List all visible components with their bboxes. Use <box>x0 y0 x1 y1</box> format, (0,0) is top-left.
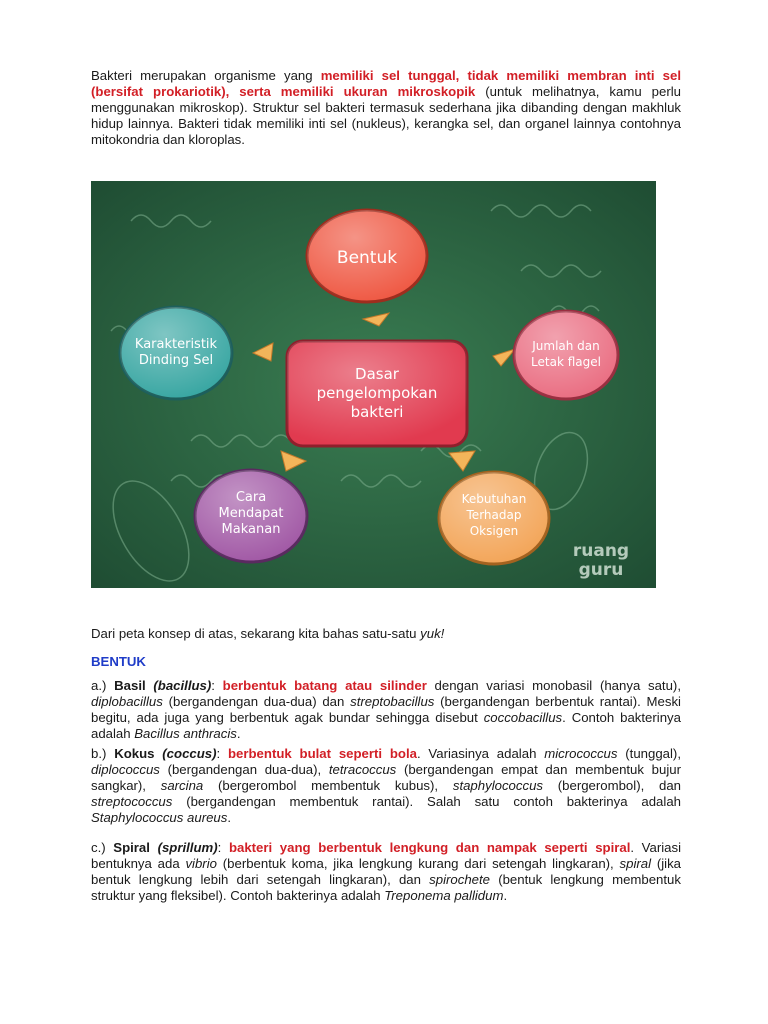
item-highlight: berbentuk batang atau silinder <box>222 678 427 693</box>
oksigen-line-2: Terhadap <box>466 508 522 522</box>
item-name: Spiral <box>113 840 158 855</box>
text: (bergandengan empat dan membentuk bujur sangkar), <box>91 762 681 793</box>
makanan-line-1: Cara <box>235 490 267 505</box>
bentuk-label: Bentuk <box>336 248 398 268</box>
kokus-paragraph <box>91 746 681 826</box>
italic-term: vibrio <box>185 856 217 871</box>
item-number: b.) <box>91 746 115 761</box>
text: (bentuk lengkung membentuk struktur yang fleksibel). Contoh bakterinya adalah <box>91 872 681 903</box>
italic-term: spirochete <box>429 872 490 887</box>
italic-term: diplococcus <box>91 762 160 777</box>
italic-term: Bacillus anthracis <box>134 726 237 741</box>
basil-paragraph <box>91 678 681 742</box>
colon: : <box>216 746 228 761</box>
text: (bergandengan berbentuk rantai). Meski begitu, ada juga yang berbentuk agak bundar sehingga disebut <box>91 694 681 725</box>
italic-term: sarcina <box>160 778 204 793</box>
dinding-line-1: Karakteristik <box>134 337 218 352</box>
italic-term: streptobacillus <box>350 694 435 709</box>
item-latin: (coccus) <box>162 746 217 761</box>
section-heading: BENTUK <box>91 654 146 669</box>
flagel-line-2: Letak flagel <box>531 355 601 369</box>
ruangguru-watermark <box>573 541 629 580</box>
item-highlight: bakteri yang berbentuk lengkung dan nampak seperti spiral <box>228 840 631 855</box>
item-name: Basil <box>114 678 154 693</box>
intro-text: Bakteri merupakan organisme yang <box>91 68 321 83</box>
oksigen-line-1: Kebutuhan <box>461 492 527 506</box>
text: (bergandengan dua-dua), <box>159 762 329 777</box>
colon: : <box>211 678 223 693</box>
italic-term: Staphylococcus aureus <box>91 810 228 825</box>
italic-term: tetracoccus <box>328 762 397 777</box>
node-bentuk <box>307 210 427 302</box>
center-line-1: Dasar <box>355 365 399 383</box>
dinding-line-2: Dinding Sel <box>138 353 214 368</box>
item-name: Kokus <box>114 746 163 761</box>
text: . <box>236 726 241 741</box>
italic-term: Treponema pallidum <box>384 888 504 903</box>
text: dengan variasi monobasil (hanya satu), <box>426 678 681 693</box>
makanan-line-2: Mendapat <box>218 506 284 521</box>
item-latin: (bacillus) <box>153 678 212 693</box>
text: (bergandengan membentuk rantai). Salah satu contoh bakterinya adalah <box>172 794 681 809</box>
italic-term: staphylococcus <box>452 778 544 793</box>
watermark-line-2: guru <box>578 560 624 580</box>
flagel-line-1: Jumlah dan <box>532 339 600 353</box>
text: (tunggal), <box>617 746 681 761</box>
text: (jika bentuk lengkung lebih dari setengah lingkaran), dan <box>91 856 682 887</box>
watermark-line-1: ruang <box>572 541 630 561</box>
node-makanan <box>195 470 307 562</box>
center-line-3: bakteri <box>350 403 404 421</box>
item-highlight: berbentuk bulat seperti bola <box>227 746 417 761</box>
colon: : <box>217 840 229 855</box>
intro-paragraph <box>91 68 681 148</box>
spiral-paragraph <box>91 840 681 904</box>
text: . Contoh bakterinya adalah <box>91 710 681 741</box>
text: (bergerombol membentuk kubus), <box>203 778 453 793</box>
makanan-line-3: Makanan <box>221 522 281 537</box>
item-number: c.) <box>91 840 114 855</box>
text: . <box>227 810 232 825</box>
text: . Variasinya adalah <box>416 746 545 761</box>
center-line-2: pengelompokan <box>316 384 438 402</box>
italic-term: coccobacillus <box>483 710 563 725</box>
text: . <box>503 888 508 903</box>
intro-highlight: memiliki sel tunggal, tidak memiliki membran inti sel (bersifat prokariotik), serta memiliki ukuran mikroskopik <box>91 68 682 99</box>
text: (bergandengan dua-dua) dan <box>162 694 351 709</box>
item-latin: (sprillum) <box>157 840 218 855</box>
text: . Variasi bentuknya ada <box>91 840 682 871</box>
item-number: a.) <box>91 678 115 693</box>
node-dinding-sel <box>120 307 232 399</box>
text: (berbentuk koma, jika lengkung kurang dari setengah lingkaran), <box>216 856 620 871</box>
italic-term: diplobacillus <box>91 694 163 709</box>
italic-term: micrococcus <box>544 746 618 761</box>
center-node <box>287 341 467 446</box>
transition-italic: yuk! <box>420 626 445 641</box>
italic-term: spiral <box>619 856 652 871</box>
transition-text: Dari peta konsep di atas, sekarang kita bahas satu-satu <box>91 626 421 641</box>
transition-paragraph <box>91 626 681 642</box>
node-oksigen <box>439 472 549 564</box>
oksigen-line-3: Oksigen <box>469 524 519 538</box>
intro-text-2: (untuk melihatnya, kamu perlu menggunakan mikroskop). Struktur sel bakteri termasuk sederhana jika dibanding dengan makhluk hidup lainnya. Bakteri tidak memiliki inti sel (nukleus), kerangka sel, dan organel lainnya contohnya mitokondria dan kloroplas. <box>91 84 682 147</box>
concept-map-diagram <box>91 181 656 588</box>
text: (bergerombol), dan <box>543 778 682 793</box>
italic-term: streptococcus <box>91 794 173 809</box>
node-flagel <box>514 311 618 399</box>
